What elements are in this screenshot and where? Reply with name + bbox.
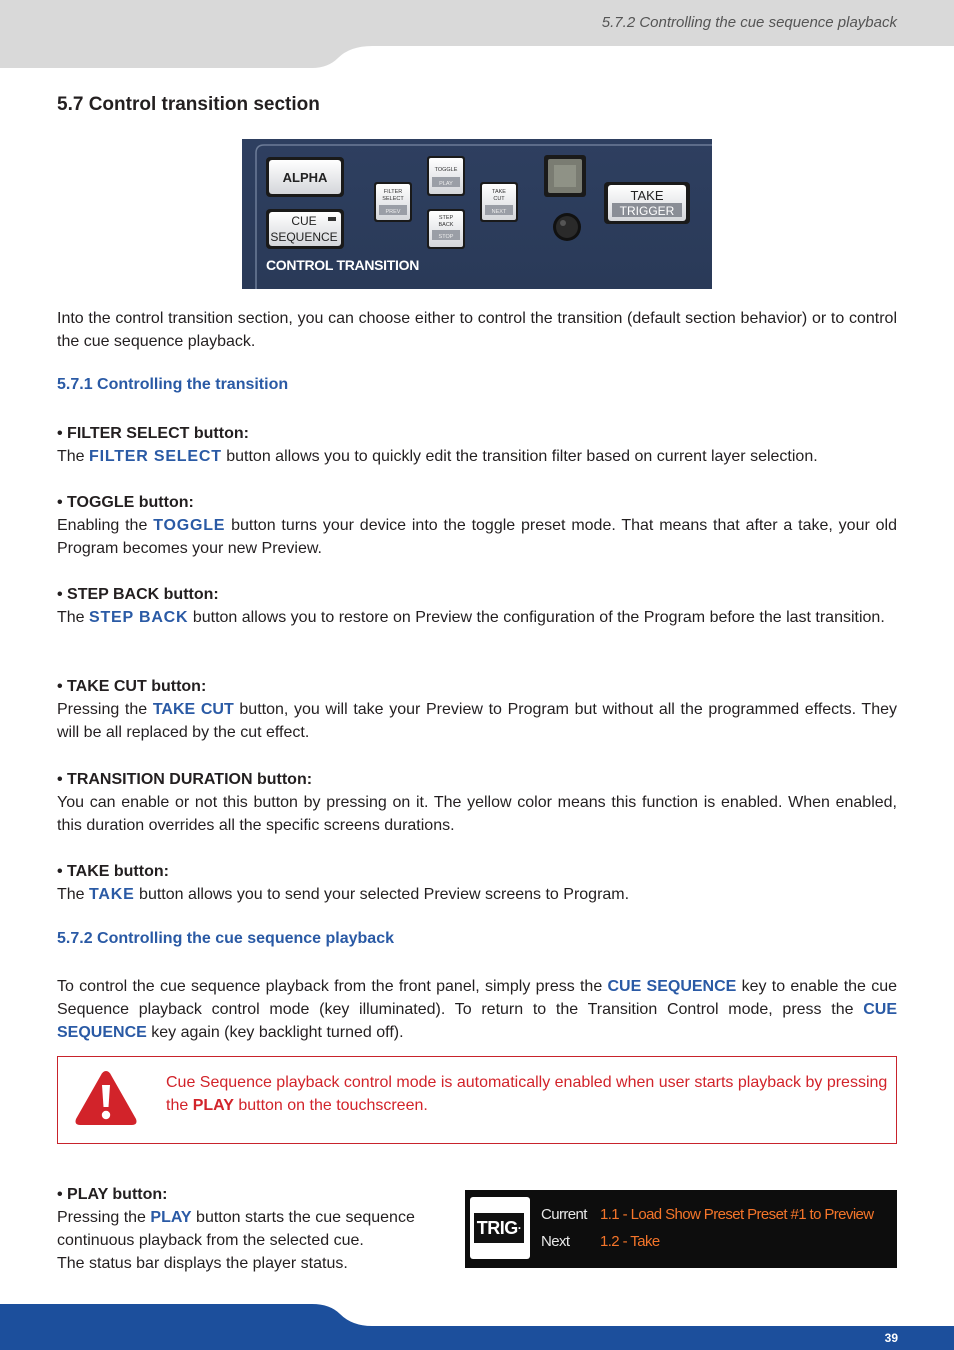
svg-text:FILTER: FILTER [383,189,403,195]
step-back-key [427,209,465,249]
transition-duration-block [57,768,897,837]
svg-text:BACK: BACK [438,222,454,228]
step-back-text: The STEP BACK button allows you to restore on Preview the configuration of the Program before the last transition. [57,609,885,626]
keyword: TAKE [89,886,135,903]
current-label: Current [541,1206,587,1223]
page-header-band [0,0,954,70]
svg-text:PLAY: PLAY [439,181,453,187]
toggle-text: Enabling the TOGGLE button turns your device into the toggle preset mode. That means that after a take, your old Program becomes your new Preview. [57,517,897,557]
panel-label: CONTROL TRANSITION [266,257,420,273]
svg-text:SELECT: SELECT [382,196,404,202]
cue-sequence-paragraph: To control the cue sequence playback from the front panel, simply press the CUE SEQUENCE key to enable the cue Sequence playback control mode (key illuminated). To return to the Transition Control mode, press the CUE SEQUENCE key again (key backlight turned off). [57,978,897,1041]
svg-text:TOGGLE: TOGGLE [434,167,458,173]
toggle-key [427,156,465,196]
svg-text:CUE: CUE [291,214,317,228]
play-status-text: The status bar displays the player status. [57,1255,348,1272]
keyword: PLAY [150,1209,192,1226]
trig-button [470,1197,530,1259]
take-heading: • TAKE button: [57,863,169,880]
keyword: FILTER SELECT [89,448,222,465]
take-cut-key [480,182,518,222]
keyword: CUE SEQUENCE [607,978,737,995]
take-cut-text: Pressing the TAKE CUT button, you will take your Preview to Program but without all the programmed effects. They will be all replaced by the cut effect. [57,701,897,741]
page-footer-band [0,1304,954,1350]
warning-box [57,1056,897,1144]
svg-text:PREV: PREV [385,209,401,215]
toggle-heading: • TOGGLE button: [57,494,194,511]
keyword: CUE SEQUENCE [57,1001,897,1041]
svg-text:TRIGGER: TRIGGER [619,204,675,218]
step-back-heading: • STEP BACK button: [57,586,219,603]
take-text: The TAKE button allows you to send your selected Preview screens to Program. [57,886,630,903]
take-cut-heading: • TAKE CUT button: [57,678,207,695]
warning-text: Cue Sequence playback control mode is automatically enabled when user starts playback by pressing the PLAY button on the touchscreen. [166,1074,888,1114]
player-status-bar [465,1190,897,1268]
svg-text:TAKE: TAKE [630,188,664,203]
filter-select-block [57,422,897,468]
svg-text:SEQUENCE: SEQUENCE [270,230,338,244]
filter-select-text: The FILTER SELECT button allows you to quickly edit the transition filter based on current layer selection. [57,448,818,465]
svg-text:STOP: STOP [438,234,454,240]
take-trigger-key [604,182,690,224]
next-value: 1.2 - Take [600,1233,660,1250]
keyword: TAKE CUT [152,701,234,718]
step-back-block [57,583,897,629]
transition-duration-text: You can enable or not this button by pressing on it. The yellow color means this function is enabled. When enabled, this duration overrides all the specific screens durations. [57,794,897,834]
filter-select-heading: • FILTER SELECT button: [57,425,249,442]
play-text: Pressing the PLAY button starts the cue sequence continuous playback from the selected cue. [57,1209,415,1249]
play-block [57,1183,452,1275]
trig-label: TRIG· [474,1213,524,1243]
section-title: 5.7 Control transition section [57,94,320,115]
keyword: STEP BACK [89,609,189,626]
svg-text:ALPHA: ALPHA [282,170,328,185]
transition-duration-heading: • TRANSITION DURATION button: [57,771,313,788]
keyword: TOGGLE [153,517,226,534]
page-number: 39 [884,1331,898,1345]
warning-icon [74,1069,138,1127]
duration-knob [553,213,581,241]
svg-text:CUT: CUT [493,196,505,202]
running-title: 5.7.2 Controlling the cue sequence playback [601,14,897,31]
toggle-block [57,491,897,560]
take-block [57,860,897,906]
intro-paragraph: Into the control transition section, you can choose either to control the transition (default section behavior) or to control the cue sequence playback. [57,310,897,350]
svg-text:TAKE: TAKE [492,189,506,195]
current-value: 1.1 - Load Show Preset Preset #1 to Preview [600,1206,874,1223]
svg-text:STEP: STEP [438,215,454,221]
subsection-title-transition: 5.7.1 Controlling the transition [57,376,289,393]
keyword: PLAY [192,1097,234,1114]
filter-select-key [374,182,412,222]
alpha-key [266,157,344,197]
transition-duration-key [544,155,586,197]
subsection-title-cue-sequence: 5.7.2 Controlling the cue sequence playback [57,930,394,947]
svg-text:NEXT: NEXT [491,209,507,215]
cue-sequence-key [266,209,344,249]
play-heading: • PLAY button: [57,1186,168,1203]
next-label: Next [541,1233,570,1250]
control-transition-panel-image [242,139,712,289]
take-cut-block [57,675,897,744]
